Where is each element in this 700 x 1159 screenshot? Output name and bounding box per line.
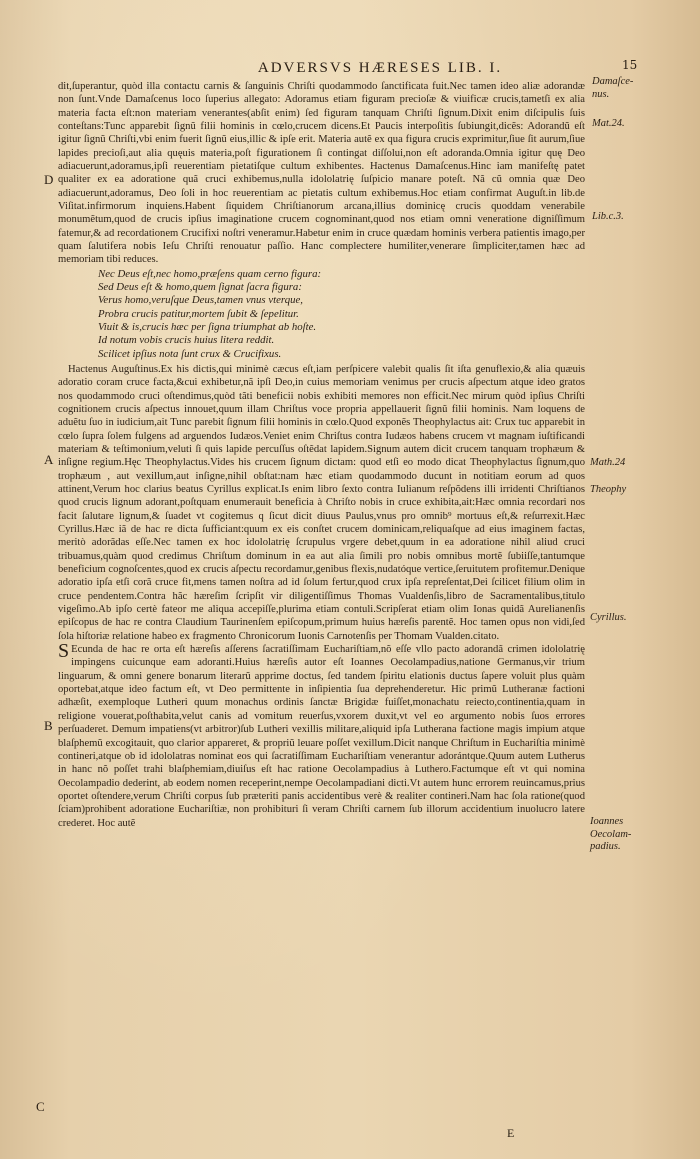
verse-line: Id notum vobis crucis huius litera reddit.	[98, 334, 275, 347]
section-letter-b: B	[44, 718, 53, 733]
paragraph-1: dit,ſuperantur, quòd illa contactu carnis & ſanguinis Chriſti quodammodo ſanctificata fuit.Nec tamen ideo aliæ adorandæ non ſunt.Vnde Damaſcenus loco ſuperius allegato: Adoramus etiam figuram precioſæ & viuificæ crucis,tametſi ex alia materia facta eſt:non materiam venerantes(abſit enim) ſed figuram tanquam Chriſti ſignum.Dixit enim diſcipulis ſuis conteſtans:Tunc apparebit ſignũ filii hominis in cœlo,crucem dicens.Et Paucis interpoſitis ſubiungit,dicẽs: Adorandũ eſt igitur ſignũ Chriſti,vbi enim fuerit ſignũ eius,illic & ipſe erit. Materia autẽ ex qua figura crucis exprimitur,ſiue ſit aurum,ſiue lapides precioſi,aut alia quęuis materia,poſt figurationem ſi contingat diſſolui,non eſt adoranda.Omnia igitur quę Deo adiacuerunt,adoramus,ipſi reuerentiam pietatiſque cultum exhibentes. Hactenus Damaſcenus.Hinc iam manifeſtę patet qualiter ex ea adoratione quã cruci exhibemus,nulla idololatrię ſuſpicio manare poteſt. Nã cũ omnia quæ Deo adiacuerunt,adoramus, Deo ſoli in hoc reuerentiam ac pietatis cultum exhibemus.Hoc etiam confirmat Auguſt.in lib.de Viſitat.infirmorum inquiens.Habent ſiquidem Chriſtianorum arcana,illius dominicę crucis quoddam venerabile monumẽtum,quod de crucis ipſius imaginatione crucem cognominant,quod nos etiam omni veneratione digniſſimum fatemur,& ad recordationem Crucifixi noſtri veneramur.Habetur enim in cruce quædam hominis verbera patientis imago,per quam ſalutifera nobis Ieſu Chriſti renouatur paſſio. Hanc complectere humiliter,venerare ſimpliciter,tamen hæc ad memoriam tibi reduces.	[58, 81, 585, 266]
folio-number: 15	[622, 58, 638, 72]
margin-note-theophylactus: Theophy	[590, 484, 627, 495]
catchword: E	[507, 1126, 515, 1140]
margin-note-math24: Math.24	[590, 457, 626, 468]
drop-capital: S	[58, 640, 70, 663]
paragraph-2: Hactenus Auguſtinus.Ex his dictis,qui minimè cæcus eſt,iam perſpicere valebit qualis ſit iſta genuflexio,& alia quæuis adoratio coram cruce facta,&cui exhibetur,nã ipſi Deo,in cuius memoriam venimus per crucis aſpectum atque ideo gratos nos quodammodo cruci oſtendimus,quòd tãti beneficii nobis exhibiti memores non efficit.Nec mirum quòd ipſius Chriſti cognitionem crucis aſpectus innouet,quum illam Chriſtus voce propria appellauerit ſignũ filii hominis. Nam loquens de aduẽtu ſuo in iudicium,ait Tunc parebit ſignum filii hominis in cœlo.Quod exponẽs Theophylactus ait: Crux tuc apparebit in cœlo ſupra ſolem fulgens ad arguendos Iudæos.Veniet enim Chriſtus contra Iudæos habens crucem vt magnam iuſtificandi materiam & teſtimonium,veluti ſi quis lapide percuſſus oſtẽdat lapidem.Signum autem dicit crucem tanquam trophæum & inſigne regium.Hęc Theophylactus.Vides his crucem ſignum dictam: quod etſi eo modo dicat Theophylactus ſignum,quo trophæum , aut vexillum,aut inſigne,nihil obſtat:nam hæc etiam quodammodo ducunt in notitiam eorum ad quos attinent,Verum hoc clarius beatus Cyrillus explicat.Is enim libro ſexto contra Iulianum reſpõdens illi irridenti Chriſtianos quod crucis lignum adorant,poſtquam enumerauit beneficia à Chriſto nobis in cruce exhibita,ait:Hæc omnia recordari nos facit ſalutare lignum,& ſuadet vt cogitemus q ſicut dicit diuus Paulus,vnus pro omnib⁹ mortuus eſt,& reſurrexit.Hæc Cyrillus.Hæc iã de hac re dicta ſufficiant:quum ex eis conſtet crucem dominicam,reliquaſque ad eius imaginem factas, meritò adorãdas eſſe.Nec tamen ex hoc idololatrię ſcrupulus vrgere debet,quum in ea adoratione nihil aliud cruci tribuamus,quàm quod credimus Chriſtum dominum in ea aut alia ſimili pro nobis omnibus mortẽ ſubiiſſe,tantumque beneficium cognoſcentes,quod ex crucis aſpectu recordamur,genibus flexis,nudatóque vertice,ſeruitutem profitemur.Denique adoratio ipſa etſi corã cruce fit,mens tamen noſtra ad id ſolum fertur,quod crux ipſa repreſentat,Dei ſcilicet filium olim in cruce pendentem.Contra hãc hæreſim ſcripſit vir diligentiſſimus Thomas Vualdenſis,libro de Sacramentalibus,titulo vigeſimo.Ab ipſo certè fateor me aliqua accepiſſe,plurima etiam contuli.Scripſerat etiam olim Ionas quidã Aurelianenſis epiſcopus de hac re contra Claudium Taurinenſem epiſcopum,primum huius hæreſis parentẽ. Hoc tamen opus non vidi,ſed ſola hiſtoriæ relatione habeo ex fragmento Chronicorum Iuonis Carnotenſis per Thomam Vualden.citato.	[58, 363, 585, 642]
verse-line: Sed Deus eſt & homo,quem ſignat ſacra figura:	[98, 281, 302, 294]
margin-note-lib: Lib.c.3.	[592, 211, 624, 222]
section-letter-c: C	[36, 1099, 45, 1114]
verse-line: Nec Deus eſt,nec homo,præſens quam cerno figura:	[98, 267, 322, 280]
paragraph-3-text: Ecunda de hac re orta eſt hæreſis aſſerens ſacratiſſimam Euchariſtiam,nõ eſſe vllo pacto adorandã crimen idololatrię impingens cuicunque eam adoranti.Huius hæreſis autor eſt Ioannes Oecolampadius,natione Germanus,vir trium linguarum, & omni genere bonarum literarũ apprime doctus, ſed tandem ſpiritu elationis ductus ſapere voluit plus quàm oportebat,atque ideo factum eſt, vt Deo permittente in inſipientia ſua deprehenderetur. Hic primũ Lutheranæ factioni adhæſit, exemploque Lutheri quum monachus ordinis ſanctæ Brigidæ fuiſſet,monachatu reiecto,continentia,quam in religione vouerat,poſthabita,velut canis ad vomitum reuerſus,vxorem duxit,vt vel eo argumento nobis ſuos errores perſuaderet. Demum impatiens(vt arbitror)ſub Lutheri vexillis militare,aliquid ipſa Lutherana factione magis impium atque blaſphemũ excogitauit, quo clarior appareret, & propriũ leuare poſſet vexillum.Dicit nanque Chriſtum in Euchariſtia minimè contineri,atque ob id idololatras nominat eos qui ſacratiſſimam Euchariſtiam venerantur adorántque.Quum autem Lutherus in hanc nõ poſſet trahi blaſphemiam,diuiſus eſt hac ratione Oecolampadius à Luthero.Factumque eſt vt qui nomina Oecolampadio dederint, ab eodem nomen receperint,nempe Oecolampadiani dicti.Vt autem hunc errorem reuincamus,prius oportet oſtendere,verum Chriſti corpus ſub præteriti panis accidentibus verè & realiter contineri.Nam hac ſola ratione(quod ſciam)prohibent adoratione Euchariſtiæ, non prohibituri ſi veram Chriſti carnem ſub illorum accidentium inuolucro latere crederet. Hoc autẽ	[58, 644, 585, 829]
verse-block	[98, 268, 585, 361]
verse-line: Scilicet ipſius nota ſunt crux & Crucifixus.	[98, 347, 282, 360]
verse-line: Verus homo,veruſque Deus,tamen vnus vterque,	[98, 294, 303, 307]
verse-line: Viuit & is,crucis hæc per ſigna triumphat ab hoſte.	[98, 321, 317, 333]
margin-note-cyrillus: Cyrillus.	[590, 612, 627, 623]
running-title: ADVERSVS HÆRESES LIB. I.	[257, 60, 503, 76]
margin-note-oecolampadius: Ioannes Oecolam- padius.	[590, 816, 632, 852]
section-letter-d: D	[44, 172, 54, 187]
verse-line: Probra crucis patitur,mortem ſubit & ſepelitur.	[98, 307, 299, 320]
margin-note-damascenus: Damaſce- nus.	[592, 76, 634, 100]
main-text	[58, 80, 585, 830]
section-letter-a: A	[44, 452, 54, 467]
margin-note-mat24: Mat.24.	[592, 118, 625, 129]
paragraph-3	[58, 640, 585, 830]
